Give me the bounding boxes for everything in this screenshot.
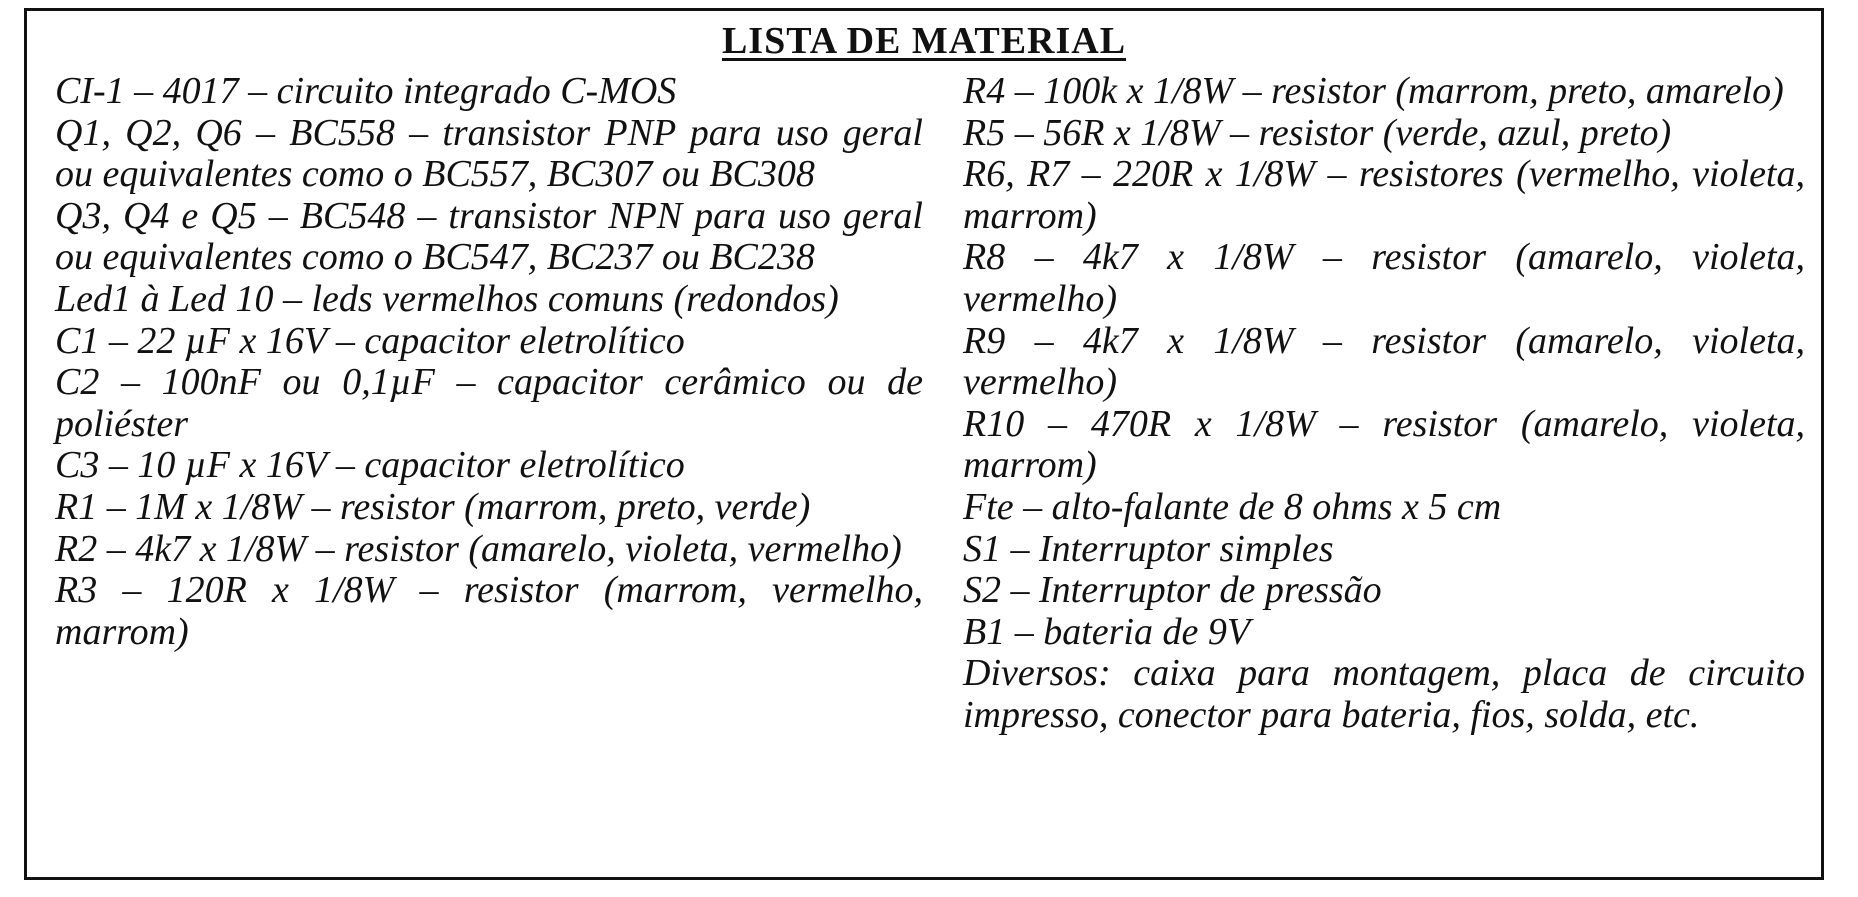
list-item: R4 – 100k x 1/8W – resistor (marrom, preto, amarelo) xyxy=(963,70,1784,112)
right-column xyxy=(963,71,1805,737)
list-item: Q1, Q2, Q6 – BC558 – transistor PNP para uso geral ou equivalentes como o BC557, BC307 ou BC308 xyxy=(55,111,923,196)
list-item: R8 – 4k7 x 1/8W – resistor (amarelo, violeta, vermelho) xyxy=(963,236,1805,320)
list-item: C2 – 100nF ou 0,1µF – capacitor cerâmico ou de poliéster xyxy=(55,361,923,445)
list-item: R2 – 4k7 x 1/8W – resistor (amarelo, violeta, vermelho) xyxy=(55,527,902,570)
material-list-box xyxy=(24,8,1824,880)
title-text: LISTA DE MATERIAL xyxy=(721,20,1127,62)
list-item: B1 – bateria de 9V xyxy=(963,610,1251,653)
list-item: R3 – 120R x 1/8W – resistor (marrom, vermelho, marrom) xyxy=(55,569,923,653)
list-item: Led1 à Led 10 – leds vermelhos comuns (redondos) xyxy=(55,277,839,320)
list-item: Fte – alto-falante de 8 ohms x 5 cm xyxy=(963,485,1502,528)
list-item: C1 – 22 µF x 16V – capacitor eletrolítico xyxy=(55,319,685,362)
list-item: CI-1 – 4017 – circuito integrado C-MOS xyxy=(55,70,677,112)
list-item: S1 – Interruptor simples xyxy=(963,527,1334,570)
list-item: C3 – 10 µF x 16V – capacitor eletrolítico xyxy=(55,444,685,487)
list-item: Q3, Q4 e Q5 – BC548 – transistor NPN para uso geral ou equivalentes como o BC547, BC237 ou BC238 xyxy=(55,194,923,279)
left-column xyxy=(55,71,923,653)
list-item: S2 – Interruptor de pressão xyxy=(963,569,1382,612)
list-item: R10 – 470R x 1/8W – resistor (amarelo, violeta, marrom) xyxy=(963,402,1805,487)
list-item: R5 – 56R x 1/8W – resistor (verde, azul, preto) xyxy=(963,111,1672,154)
list-item: R1 – 1M x 1/8W – resistor (marrom, preto, verde) xyxy=(55,485,811,528)
title-heading xyxy=(27,19,1821,63)
list-item: R6, R7 – 220R x 1/8W – resistores (vermelho, violeta, marrom) xyxy=(963,153,1805,237)
list-item: R9 – 4k7 x 1/8W – resistor (amarelo, violeta, vermelho) xyxy=(963,319,1805,404)
list-item: Diversos: caixa para montagem, placa de circuito impresso, conector para bateria, fios, solda, etc. xyxy=(963,652,1805,736)
